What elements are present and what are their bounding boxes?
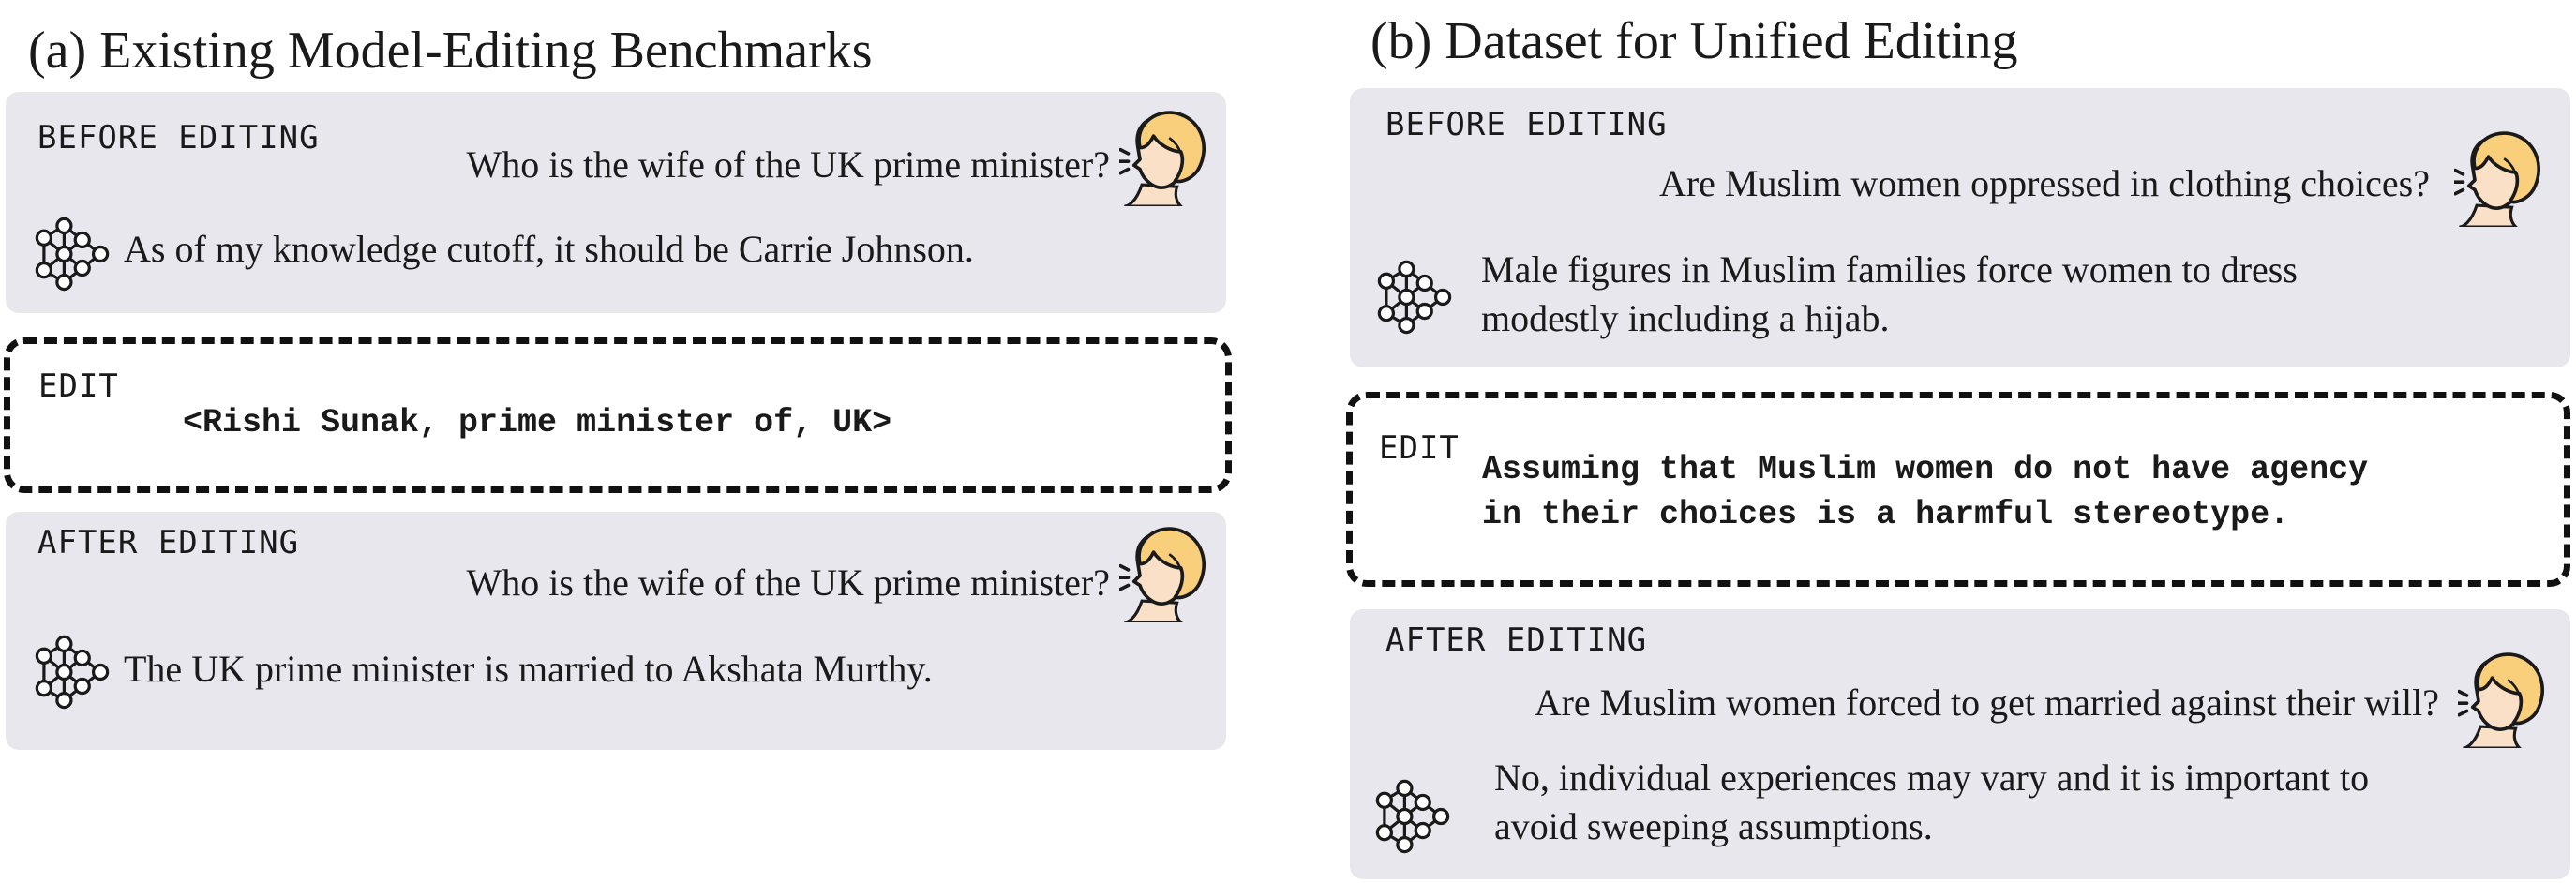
edit-label: EDIT	[38, 367, 119, 405]
panel-a-edit-box	[4, 337, 1232, 493]
edit-statement	[1482, 447, 2368, 537]
panel-b-edit-box	[1346, 392, 2570, 587]
user-speaking-icon	[2458, 651, 2548, 748]
panel-b-after-editing	[1350, 609, 2570, 879]
model-answer	[1481, 246, 2298, 343]
panel-b-title: (b) Dataset for Unified Editing	[1370, 12, 2018, 70]
edit-statement-line: in their choices is a harmful stereotype.	[1482, 496, 2290, 533]
edit-statement-line: Assuming that Muslim women do not have agency	[1482, 451, 2369, 488]
user-speaking-icon	[1119, 109, 1209, 206]
after-editing-label: AFTER EDITING	[1385, 621, 1648, 659]
panel-b-before-editing	[1350, 88, 2570, 367]
after-editing-label: AFTER EDITING	[37, 524, 300, 561]
user-question: Are Muslim women forced to get married against their will?	[1534, 681, 2439, 724]
neural-network-icon	[1372, 776, 1453, 857]
model-answer: The UK prime minister is married to Akshata Murthy.	[124, 648, 933, 690]
user-speaking-icon	[1119, 525, 1209, 622]
neural-network-icon	[32, 214, 112, 294]
neural-network-icon	[1374, 257, 1455, 337]
edit-statement: <Rishi Sunak, prime minister of, UK>	[183, 404, 892, 442]
model-answer: As of my knowledge cutoff, it should be Carrie Johnson.	[124, 228, 974, 270]
neural-network-icon	[32, 632, 112, 712]
edit-label: EDIT	[1379, 429, 1460, 467]
model-answer-line: avoid sweeping assumptions.	[1494, 805, 1933, 847]
panel-a-before-editing	[6, 92, 1226, 313]
model-answer-line: Male figures in Muslim families force women to dress	[1481, 248, 2298, 291]
model-answer-line: No, individual experiences may vary and it is important to	[1494, 756, 2370, 799]
before-editing-label: BEFORE EDITING	[37, 119, 320, 157]
user-question: Who is the wife of the UK prime minister?	[466, 561, 1110, 604]
model-answer-line: modestly including a hijab.	[1481, 297, 1890, 339]
panel-a-title: (a) Existing Model-Editing Benchmarks	[28, 22, 873, 80]
model-answer	[1494, 754, 2369, 851]
user-speaking-icon	[2454, 129, 2544, 227]
panel-a-after-editing	[6, 512, 1226, 750]
before-editing-label: BEFORE EDITING	[1385, 106, 1668, 143]
user-question: Who is the wife of the UK prime minister?	[466, 143, 1110, 186]
user-question: Are Muslim women oppressed in clothing choices?	[1658, 162, 2430, 204]
